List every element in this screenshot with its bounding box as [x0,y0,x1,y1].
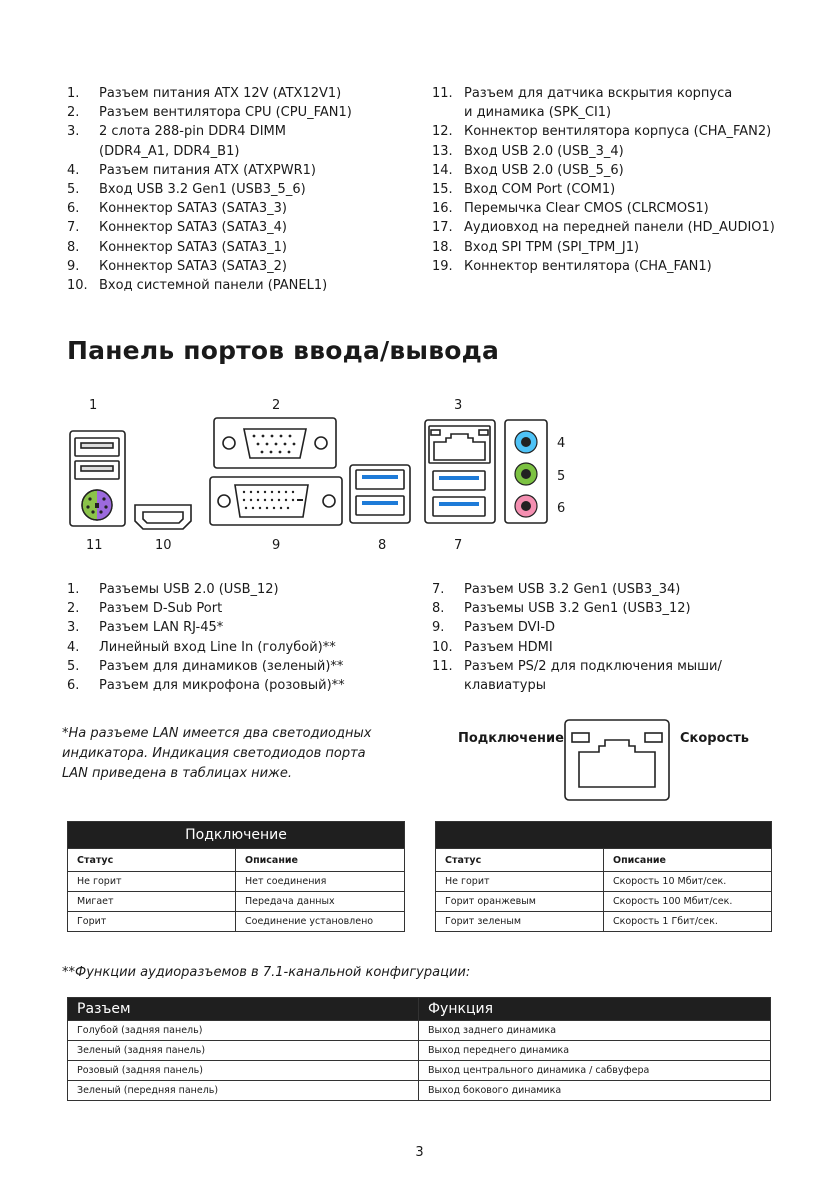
vga-pins [253,435,296,454]
io-ports-list-left [67,580,417,695]
list-item: 13. Вход USB 2.0 (USB_3_4) [432,143,624,159]
list-item: 17. Аудиовход на передней панели (HD_AUDIO1) [432,220,775,236]
lan-link-label: Подключение [458,731,564,746]
speed-led-table [435,821,772,932]
table-row [68,892,405,912]
diagram-label-5: 5 [557,469,566,484]
lan-usb3-port-icon [425,420,495,523]
vga-port-icon [214,418,336,468]
list-item: 1. Разъемы USB 2.0 (USB_12) [67,582,279,597]
diagram-label-8: 8 [378,538,387,553]
column-header: Описание [604,849,772,872]
table-row [68,872,405,892]
list-item: 4. Разъем питания ATX (ATXPWR1) [67,162,316,178]
table-cell: Не горит [436,872,604,892]
table-cell: Скорость 10 Мбит/сек. [604,872,772,892]
list-item: 5. Вход USB 3.2 Gen1 (USB3_5_6) [67,182,306,198]
column-header: Статус [436,849,604,872]
list-item: 9. Разъем DVI-D [432,620,556,636]
list-item: 6. Коннектор SATA3 (SATA3_3) [67,201,287,217]
table-header-row [436,849,772,872]
table-cell: Передача данных [236,892,405,912]
table-cell: Скорость 1 Гбит/сек. [604,912,772,932]
diagram-label-9: 9 [272,538,281,553]
table-cell: Нет соединения [236,872,405,892]
table-cell: Мигает [68,892,236,912]
link-led-table [67,821,405,932]
list-item: 15. Вход COM Port (COM1) [432,182,616,198]
lan-note: *На разъеме LAN имеется два светодиодных индикатора. Индикация светодиодов порта LAN приведена в таблицах ниже. [62,726,372,781]
table-row [68,1061,771,1081]
hdmi-port-icon [135,505,191,529]
dvi-pins [243,491,303,509]
list-item: 11. Разъем PS/2 для подключения мыши/ клавиатуры [432,658,722,694]
components-list-right [432,84,812,276]
diagram-label-1: 1 [89,398,98,413]
list-item: 3. 2 слота 288-pin DDR4 DIMM (DDR4_A1, DDR4_B1) [67,124,286,159]
table-cell: Голубой (задняя панель) [68,1021,419,1041]
diagram-label-4: 4 [557,436,566,451]
io-panel-diagram [60,412,560,537]
table-row [436,872,772,892]
table-cell: Не горит [68,872,236,892]
table-row [68,1021,771,1041]
diagram-label-7: 7 [454,538,463,553]
io-ports-list-right [432,580,812,695]
table-cell: Выход центрального динамика / сабвуфера [419,1061,771,1081]
lan-port-icon [563,718,671,802]
list-item: 4. Линейный вход Line In (голубой)** [67,639,336,655]
table-cell: Выход заднего динамика [419,1021,771,1041]
table-row [68,912,405,932]
list-item: 8. Разъемы USB 3.2 Gen1 (USB3_12) [432,601,691,617]
diagram-label-10: 10 [155,538,172,553]
lan-speed-label: Скорость [680,731,749,746]
section-title: Панель портов ввода/вывода [67,336,500,365]
usb3-port-icon [350,465,410,523]
table-cell: Выход бокового динамика [419,1081,771,1101]
diagram-label-3: 3 [454,398,463,413]
table-cell: Выход переднего динамика [419,1041,771,1061]
list-item: 8. Коннектор SATA3 (SATA3_1) [67,239,287,255]
speed-table-caption [436,822,772,849]
components-list-left [67,84,407,295]
list-item: 14. Вход USB 2.0 (USB_5_6) [432,162,624,178]
ps2-port-icon [82,490,112,520]
column-header: Описание [236,849,405,872]
page-number: 3 [415,1145,424,1160]
list-item: 7. Коннектор SATA3 (SATA3_4) [67,220,287,236]
list-item: 5. Разъем для динамиков (зеленый)** [67,658,344,674]
list-item: 10. Разъем HDMI [432,639,553,655]
audio-table [67,997,771,1101]
table-row [436,912,772,932]
list-item: 18. Вход SPI TPM (SPI_TPM_J1) [432,239,640,255]
table-cell: Горит [68,912,236,932]
link-table-caption: Подключение [68,822,405,849]
table-cell: Зеленый (передняя панель) [68,1081,419,1101]
list-item: 3. Разъем LAN RJ-45* [67,620,224,636]
list-item: 6. Разъем для микрофона (розовый)** [67,678,345,694]
audio-note: **Функции аудиоразъемов в 7.1-канальной конфигурации: [62,965,471,980]
list-item: 12. Коннектор вентилятора корпуса (CHA_FAN2) [432,124,772,140]
diagram-label-11: 11 [86,538,103,553]
table-row [68,1041,771,1061]
table-cell: Зеленый (задняя панель) [68,1041,419,1061]
list-item: 19. Коннектор вентилятора (CHA_FAN1) [432,258,712,274]
list-item: 16. Перемычка Clear CMOS (CLRCMOS1) [432,201,709,217]
list-item: 10. Вход системной панели (PANEL1) [67,278,328,294]
list-item: 7. Разъем USB 3.2 Gen1 (USB3_34) [432,582,681,597]
column-header: Разъем [68,998,419,1021]
table-row [436,892,772,912]
list-item: 1. Разъем питания ATX 12V (ATX12V1) [67,86,342,101]
table-cell: Горит оранжевым [436,892,604,912]
column-header: Статус [68,849,236,872]
diagram-label-6: 6 [557,501,566,516]
list-item: 2. Разъем D-Sub Port [67,601,223,617]
table-cell: Соединение установлено [236,912,405,932]
list-item: 9. Коннектор SATA3 (SATA3_2) [67,258,287,274]
column-header: Функция [419,998,771,1021]
diagram-label-2: 2 [272,398,281,413]
table-cell: Горит зеленым [436,912,604,932]
table-header-row [68,849,405,872]
audio-jack-icons [515,431,537,517]
table-row [68,1081,771,1101]
table-cell: Розовый (задняя панель) [68,1061,419,1081]
list-item: 11. Разъем для датчика вскрытия корпуса и динамика (SPK_CI1) [432,86,733,121]
list-item: 2. Разъем вентилятора CPU (CPU_FAN1) [67,105,352,121]
table-cell: Скорость 100 Мбит/сек. [604,892,772,912]
dvi-port-icon [210,477,342,525]
